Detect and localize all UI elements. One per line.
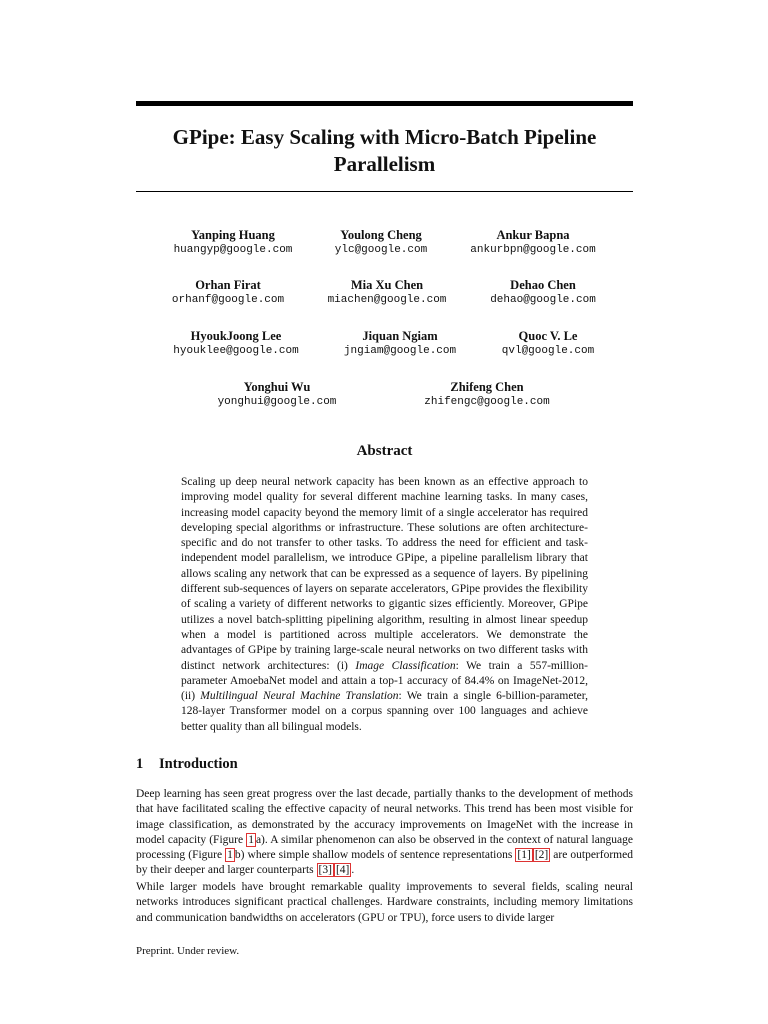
title-rule-bottom <box>136 191 633 192</box>
author-name: Orhan Firat <box>195 278 261 292</box>
author-email: orhanf@google.com <box>171 294 285 306</box>
author-email: ylc@google.com <box>334 244 428 256</box>
author-block <box>433 228 633 257</box>
author-block <box>387 380 587 409</box>
title-rule-top <box>136 101 633 106</box>
author-name: Quoc V. Le <box>518 329 578 343</box>
section-title: Introduction <box>159 756 238 772</box>
author-name: Ankur Bapna <box>496 228 570 242</box>
author-name: Mia Xu Chen <box>350 278 424 292</box>
section-heading-introduction <box>136 756 633 773</box>
author-email: dehao@google.com <box>490 294 596 306</box>
author-email: miachen@google.com <box>327 294 447 306</box>
author-email: ankurbpn@google.com <box>470 244 596 256</box>
intro-paragraph-1: Deep learning has seen great progress over the last decade, partially thanks to the development of methods that have facilitated scaling the effective capacity of neural networks. This trend has been most visible for image classification, as demonstrated by the accuracy improvements on ImageNet with the increase in model capacity (Figure 1 a). A similar phenomenon can also be observed in the context of natural language processing (Figure 1 b) where simple shallow models of sentence representations [1] [2] are outperformed by their deeper and larger counterparts [3] [4] . <box>136 788 634 877</box>
author-email: huangyp@google.com <box>173 244 293 256</box>
author-email: qvl@google.com <box>501 345 595 357</box>
author-email: yonghui@google.com <box>217 396 337 408</box>
author-block <box>177 380 377 409</box>
author-email: zhifengc@google.com <box>424 396 550 408</box>
author-name: Jiquan Ngiam <box>362 329 438 343</box>
figure-reference-link[interactable]: 1 <box>227 849 233 862</box>
figure-reference-link[interactable]: 1 <box>248 833 254 846</box>
author-name: Zhifeng Chen <box>450 380 524 394</box>
author-name: Dehao Chen <box>510 278 576 292</box>
abstract-heading: Abstract <box>356 443 413 459</box>
author-name: Yonghui Wu <box>243 380 311 394</box>
citation-link[interactable]: [2] <box>534 849 549 862</box>
author-block <box>443 278 643 307</box>
author-block <box>448 329 648 358</box>
section-number: 1 <box>136 756 144 772</box>
author-email: jngiam@google.com <box>343 345 457 357</box>
paper-title: GPipe: Easy Scaling with Micro-Batch Pipeline Parallelism <box>172 125 597 176</box>
citation-link[interactable]: [4] <box>335 864 350 877</box>
author-email: hyouklee@google.com <box>173 345 299 357</box>
author-name: Youlong Cheng <box>340 228 422 242</box>
preprint-footer: Preprint. Under review. <box>136 945 240 957</box>
abstract-text: Scaling up deep neural network capacity has been known as an effective approach to improving model quality for several different machine learning tasks. In many cases, increasing model capacity beyond the memory limit of a single accelerator has required developing special algorithms or infrastructure. These solutions are often architecture-specific and do not transfer to other tasks. To address the need for efficient and task-independent model parallelism, we introduce GPipe, a pipeline parallelism library that allows scaling any network that can be expressed as a sequence of layers. By pipelining different sub-sequences of layers on separate accelerators, GPipe provides the flexibility of scaling a variety of different networks to gigantic sizes efficiently. Moreover, GPipe utilizes a novel batch-splitting pipelining algorithm, resulting in almost linear speedup when a model is partitioned across multiple accelerators. We demonstrate the advantages of GPipe by training large-scale neural networks on two different tasks with distinct network architectures: (i) Image Classification: We train a 557-million-parameter AmoebaNet model and attain a top-1 accuracy of 84.4% on ImageNet-2012, (ii) Multilingual Neural Machine Translation: We train a single 6-billion-parameter, 128-layer Transformer model on a corpus spanning over 100 languages and achieve better quality than all bilingual models. <box>181 476 588 733</box>
author-name: Yanping Huang <box>191 228 275 242</box>
citation-link[interactable]: [1] <box>517 849 531 862</box>
author-name: HyoukJoong Lee <box>190 329 282 343</box>
intro-paragraph-2: While larger models have brought remarkable quality improvements to several fields, scaling neural networks introduces significant practical challenges. Hardware constraints, including memory limitations and communication bandwidths on accelerators (GPU or TPU), force users to divide larger <box>136 881 633 924</box>
citation-link[interactable]: [3] <box>318 864 332 877</box>
